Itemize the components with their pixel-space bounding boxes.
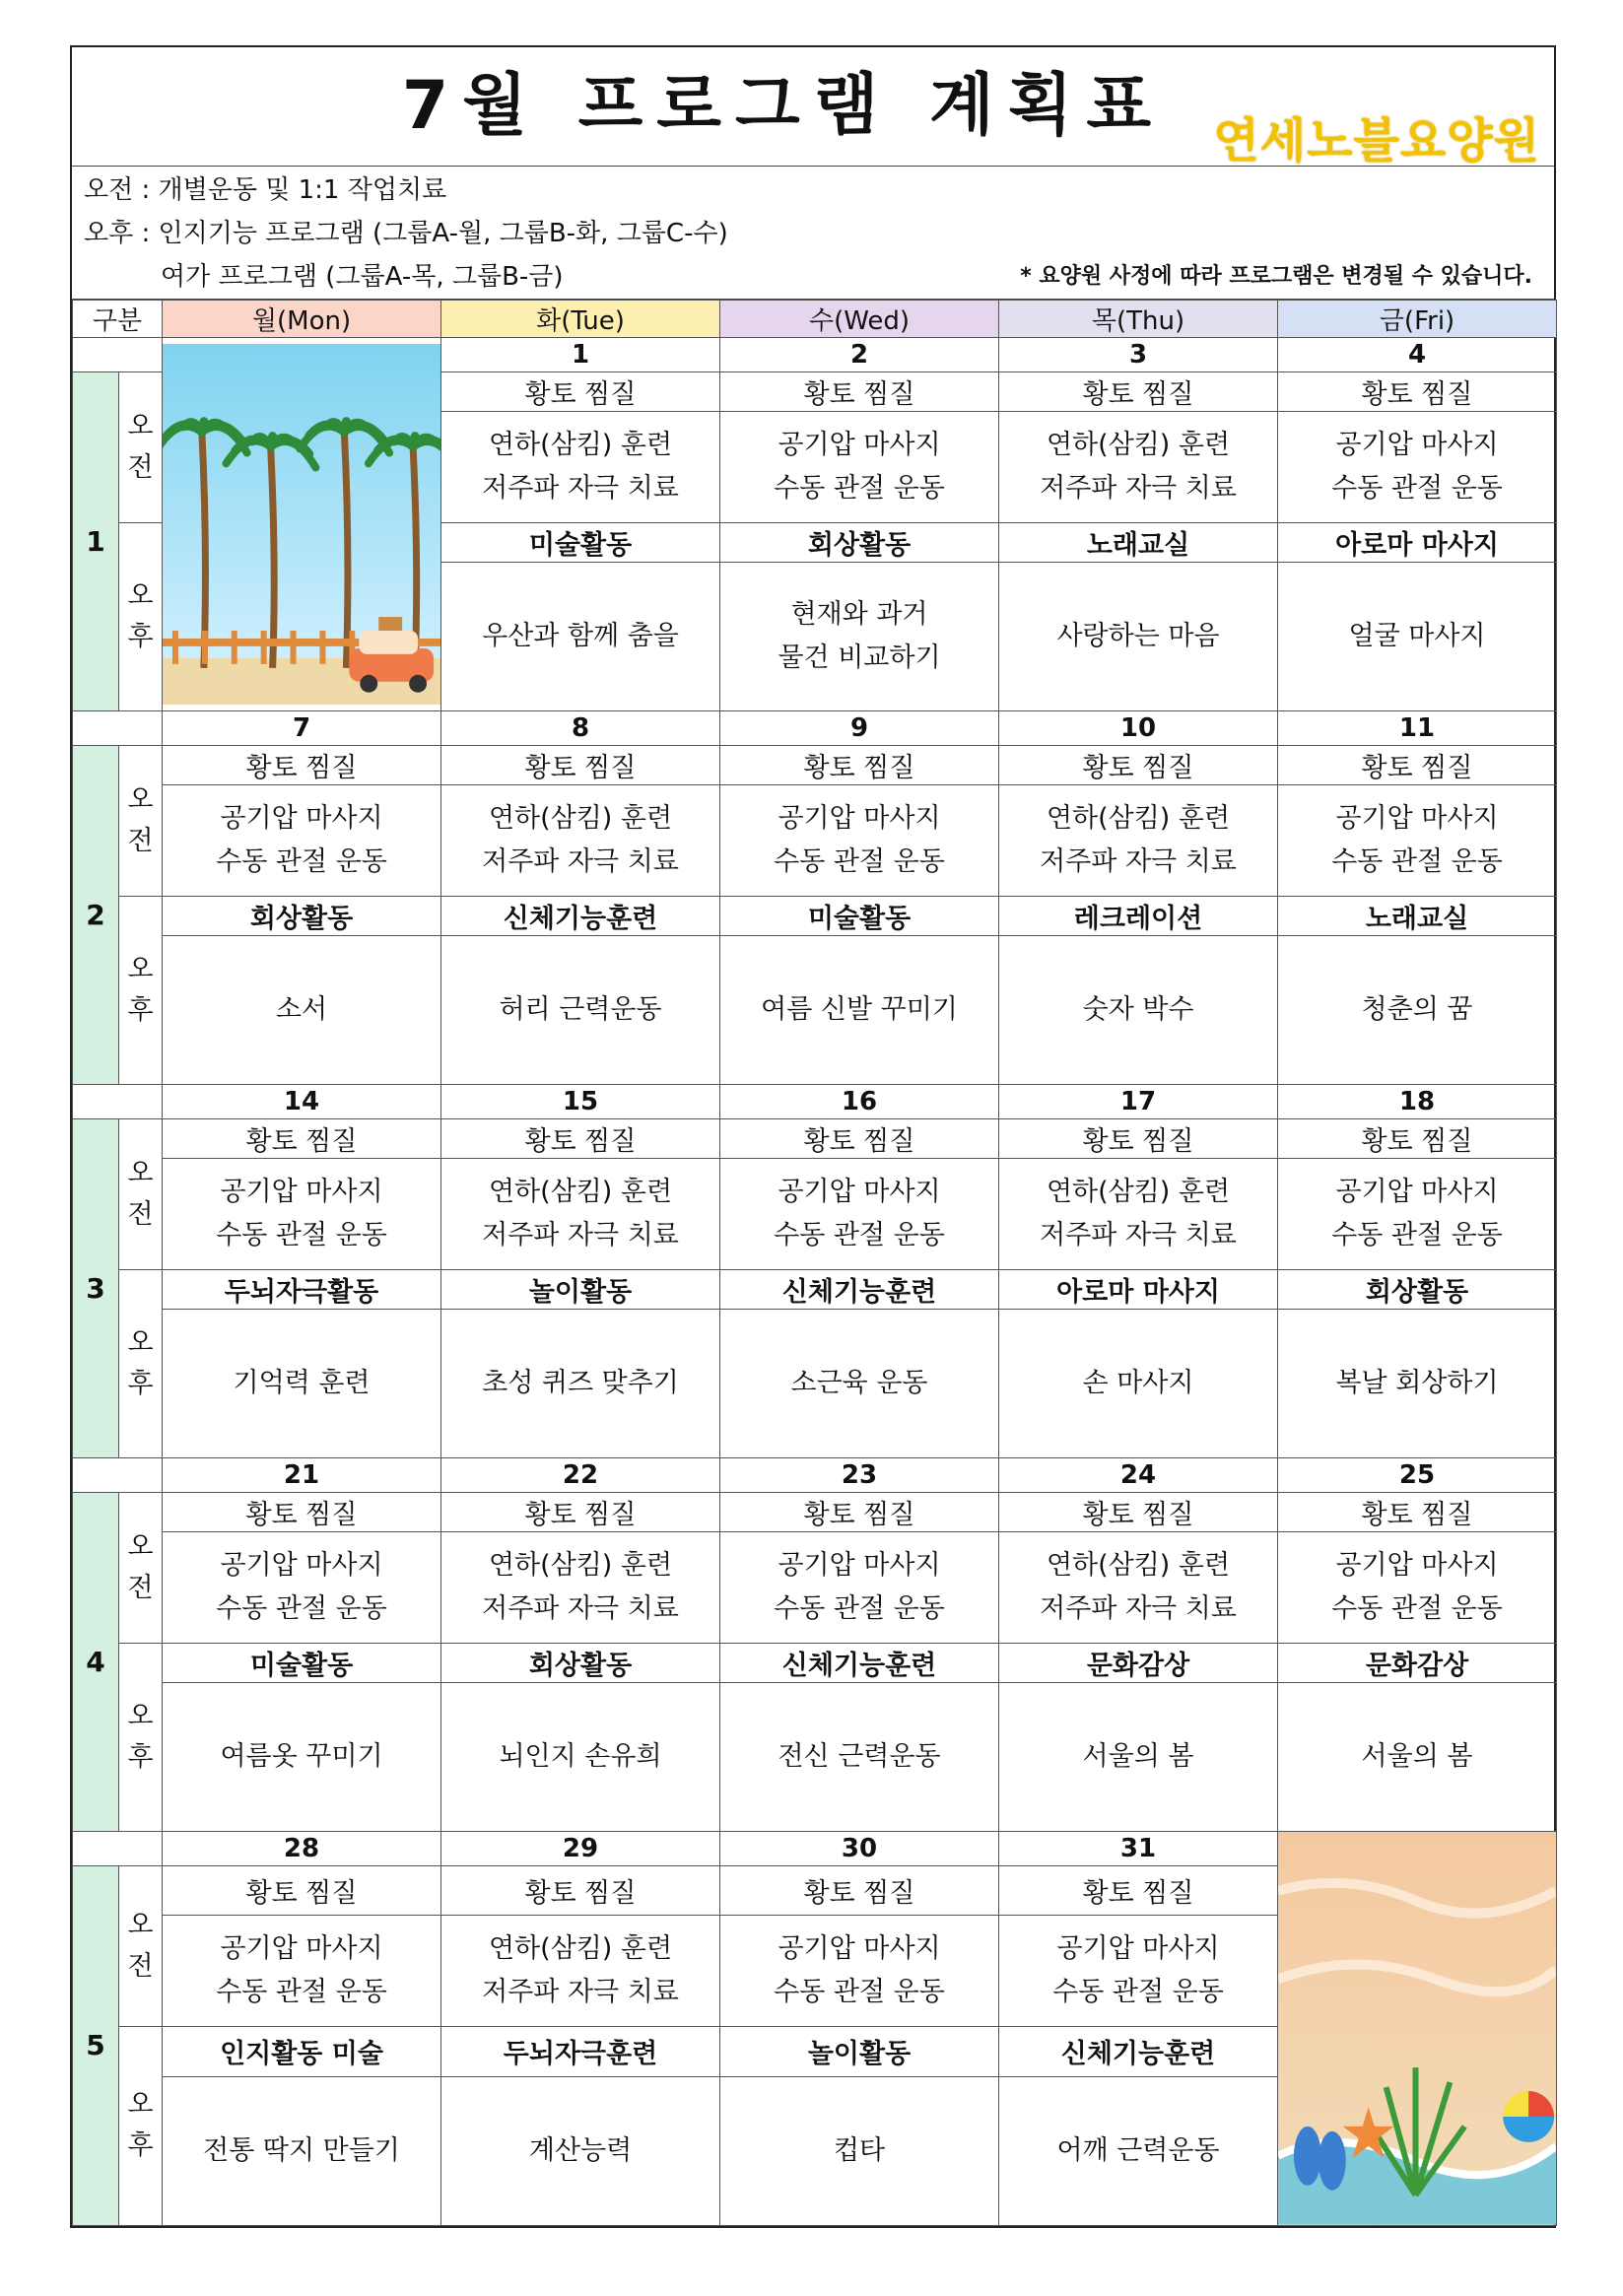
line-1: 공기압 마사지 [220, 1933, 383, 1965]
am-label [119, 1866, 163, 2027]
hwangto-cell: 황토 찜질 [441, 372, 720, 412]
line-1: 얼굴 마사지 [1348, 621, 1486, 651]
pm-program-title: 신체기능훈련 [999, 2027, 1278, 2076]
pm-program-detail [441, 936, 720, 1085]
pm-program-detail [720, 1683, 999, 1832]
line-2: 수동 관절 운동 [774, 473, 945, 504]
date-row-gutter [73, 1085, 163, 1119]
pm-label [119, 2027, 163, 2225]
am-activity-cell [720, 1159, 999, 1270]
line-1: 연하(삼킴) 훈련 [1046, 430, 1231, 460]
line-1: 계산능력 [528, 2134, 633, 2166]
date-row [73, 1832, 1557, 1866]
pm-label-text: 오 후 [127, 2089, 154, 2162]
line-2: 수동 관절 운동 [216, 1977, 387, 2008]
header-thu: 목(Thu) [999, 301, 1278, 338]
date-cell: 23 [720, 1458, 999, 1493]
line-2: 수동 관절 운동 [1052, 1977, 1224, 2008]
hwangto-cell: 황토 찜질 [999, 1866, 1278, 1916]
am-activity-cell [1278, 1159, 1557, 1270]
line-1: 공기압 마사지 [1335, 1177, 1499, 1207]
hwangto-cell: 황토 찜질 [441, 1866, 720, 1916]
header-mon: 월(Mon) [163, 301, 441, 338]
hwangto-cell: 황토 찜질 [163, 1119, 441, 1159]
line-1: 공기압 마사지 [778, 430, 941, 460]
pm-program-title: 회상활동 [1278, 1270, 1557, 1310]
am-row [73, 1159, 1557, 1270]
date-cell: 24 [999, 1458, 1278, 1493]
date-cell: 31 [999, 1832, 1278, 1866]
header-row [73, 301, 1557, 338]
pm-program-title: 아로마 마사지 [999, 1270, 1278, 1310]
am-label-text: 오 전 [127, 411, 154, 483]
date-cell: 1 [441, 338, 720, 372]
am-label [119, 372, 163, 523]
pm-program-title: 회상활동 [720, 523, 999, 563]
am-activity-cell [441, 785, 720, 897]
hwangto-cell: 황토 찜질 [720, 746, 999, 785]
info-line-leisure [72, 255, 1554, 299]
line-2: 수동 관절 운동 [1331, 846, 1503, 877]
pm-detail-row [73, 1683, 1557, 1832]
am-label [119, 1493, 163, 1644]
line-1: 연하(삼킴) 훈련 [488, 1933, 673, 1965]
line-1: 연하(삼킴) 훈련 [488, 1177, 673, 1207]
am-activity-cell [1278, 1532, 1557, 1644]
date-row [73, 711, 1557, 746]
line-2: 수동 관절 운동 [774, 1593, 945, 1624]
date-cell: 29 [441, 1832, 720, 1866]
date-cell: 17 [999, 1085, 1278, 1119]
line-2: 저주파 자극 치료 [482, 846, 679, 877]
hwangto-cell: 황토 찜질 [441, 1119, 720, 1159]
am-activity-cell [999, 785, 1278, 897]
hwangto-cell: 황토 찜질 [163, 1493, 441, 1532]
am-activity-cell [720, 785, 999, 897]
line-1: 전신 근력운동 [778, 1741, 941, 1772]
pm-program-detail [163, 2076, 441, 2225]
line-1: 공기압 마사지 [220, 1177, 383, 1207]
line-1: 소서 [275, 994, 328, 1025]
date-cell: 4 [1278, 338, 1557, 372]
line-2: 저주파 자극 치료 [482, 1220, 679, 1250]
line-1: 공기압 마사지 [1335, 1550, 1499, 1581]
date-cell: 14 [163, 1085, 441, 1119]
hwangto-cell: 황토 찜질 [999, 1493, 1278, 1532]
info-line-leisure-text: 여가 프로그램 (그룹A-목, 그룹B-금) [161, 262, 564, 292]
pm-label-text: 오 후 [127, 1701, 154, 1773]
line-1: 공기압 마사지 [778, 1177, 941, 1207]
line-1: 공기압 마사지 [1335, 430, 1499, 460]
am-activity-cell [720, 412, 999, 523]
pm-program-title: 두뇌자극훈련 [441, 2027, 720, 2076]
date-cell: 15 [441, 1085, 720, 1119]
line-1: 공기압 마사지 [778, 1933, 941, 1965]
line-1: 연하(삼킴) 훈련 [1046, 1550, 1231, 1581]
line-2: 수동 관절 운동 [774, 1220, 945, 1250]
am-activity-cell [163, 1159, 441, 1270]
pm-label [119, 523, 163, 711]
pm-program-detail [999, 563, 1278, 711]
am-activity-cell [999, 1532, 1278, 1644]
pm-detail-row [73, 1310, 1557, 1458]
am-activity-cell [999, 1159, 1278, 1270]
date-cell: 8 [441, 711, 720, 746]
pm-program-detail [720, 936, 999, 1085]
am-activity-cell [441, 1916, 720, 2027]
line-2: 수동 관절 운동 [774, 1977, 945, 2008]
pm-program-detail [1278, 936, 1557, 1085]
date-row-gutter [73, 1458, 163, 1493]
line-1: 공기압 마사지 [1335, 803, 1499, 834]
line-2: 수동 관절 운동 [774, 846, 945, 877]
header-tue: 화(Tue) [441, 301, 720, 338]
header-fri: 금(Fri) [1278, 301, 1557, 338]
line-1: 연하(삼킴) 훈련 [1046, 803, 1231, 834]
week-number: 1 [73, 372, 119, 711]
week-number: 5 [73, 1866, 119, 2226]
info-block [72, 167, 1554, 300]
line-1: 초성 퀴즈 맞추기 [482, 1368, 679, 1398]
date-cell: 25 [1278, 1458, 1557, 1493]
hwangto-cell: 황토 찜질 [1278, 746, 1557, 785]
am-label [119, 746, 163, 897]
pm-program-detail [1278, 563, 1557, 711]
brand-logo-text: 연세노블요양원 [1213, 113, 1540, 169]
pm-program-title: 두뇌자극활동 [163, 1270, 441, 1310]
line-1: 연하(삼킴) 훈련 [488, 1550, 673, 1581]
date-row [73, 338, 1557, 372]
pm-program-title: 아로마 마사지 [1278, 523, 1557, 563]
line-2: 저주파 자극 치료 [1040, 846, 1237, 877]
line-1: 우산과 함께 춤을 [482, 621, 679, 651]
am-activity-cell [441, 412, 720, 523]
line-1: 공기압 마사지 [778, 803, 941, 834]
hwangto-cell: 황토 찜질 [720, 1866, 999, 1916]
date-row [73, 1458, 1557, 1493]
line-1: 사랑하는 마음 [1056, 621, 1220, 651]
line-1: 공기압 마사지 [778, 1550, 941, 1581]
pm-program-detail [999, 2076, 1278, 2225]
pm-program-detail [163, 936, 441, 1085]
pm-detail-row [73, 936, 1557, 1085]
hwangto-cell: 황토 찜질 [720, 1119, 999, 1159]
date-row-gutter [73, 1832, 163, 1866]
date-cell: 7 [163, 711, 441, 746]
pm-program-detail [441, 1310, 720, 1458]
date-cell: 21 [163, 1458, 441, 1493]
pm-label [119, 897, 163, 1085]
date-cell: 11 [1278, 711, 1557, 746]
pm-program-detail [441, 2076, 720, 2225]
pm-program-detail [720, 1310, 999, 1458]
am-row [73, 1532, 1557, 1644]
info-line-pm: 오후 : 인지기능 프로그램 (그룹A-월, 그룹B-화, 그룹C-수) [84, 219, 728, 248]
schedule-table [72, 300, 1557, 2226]
line-2: 물건 비교하기 [778, 642, 941, 673]
page-title: 7월 프로그램 계획표 [401, 67, 1166, 145]
am-label-text: 오 전 [127, 1158, 154, 1230]
line-1: 복날 회상하기 [1335, 1368, 1499, 1398]
am-activity-cell [720, 1532, 999, 1644]
pm-program-detail [999, 1310, 1278, 1458]
pm-title-row [73, 897, 1557, 936]
pm-program-title: 신체기능훈련 [441, 897, 720, 936]
line-1: 전통 딱지 만들기 [203, 2134, 400, 2166]
line-1: 손 마사지 [1082, 1368, 1194, 1398]
week-number: 2 [73, 746, 119, 1085]
hwangto-cell: 황토 찜질 [163, 1866, 441, 1916]
line-2: 저주파 자극 치료 [482, 473, 679, 504]
line-1: 여름옷 꾸미기 [220, 1741, 383, 1772]
palm-beach-illustration [163, 338, 441, 711]
pm-program-title: 신체기능훈련 [720, 1644, 999, 1683]
line-1: 뇌인지 손유희 [499, 1741, 662, 1772]
pm-program-detail [163, 1683, 441, 1832]
week-number: 3 [73, 1119, 119, 1458]
am-activity-cell [999, 412, 1278, 523]
pm-program-detail [1278, 1310, 1557, 1458]
am-activity-cell [441, 1159, 720, 1270]
date-row [73, 1085, 1557, 1119]
sand-beach-svg [1278, 1832, 1556, 2225]
am-activity-cell [1278, 412, 1557, 523]
line-1: 연하(삼킴) 훈련 [488, 430, 673, 460]
line-1: 청춘의 꿈 [1361, 994, 1473, 1025]
pm-program-title: 미술활동 [163, 1644, 441, 1683]
date-row-gutter [73, 338, 163, 372]
pm-title-row [73, 1270, 1557, 1310]
hwangto-cell: 황토 찜질 [441, 746, 720, 785]
hwangto-cell: 황토 찜질 [1278, 372, 1557, 412]
pm-program-title: 문화감상 [999, 1644, 1278, 1683]
pm-label-text: 오 후 [127, 1327, 154, 1399]
line-1: 공기압 마사지 [1056, 1933, 1220, 1965]
am-activity-cell [999, 1916, 1278, 2027]
title-row [72, 47, 1554, 167]
pm-program-title: 노래교실 [1278, 897, 1557, 936]
pm-program-detail [163, 1310, 441, 1458]
am-activity-cell [163, 1532, 441, 1644]
line-1: 소근육 운동 [790, 1368, 928, 1398]
info-line-am: 오전 : 개별운동 및 1:1 작업치료 [84, 175, 447, 205]
line-1: 여름 신발 꾸미기 [761, 994, 958, 1025]
line-2: 수동 관절 운동 [216, 1593, 387, 1624]
change-notice: * 요양원 사정에 따라 프로그램은 변경될 수 있습니다. [1020, 264, 1532, 289]
hwangto-cell: 황토 찜질 [999, 746, 1278, 785]
hwangto-cell: 황토 찜질 [441, 1493, 720, 1532]
line-2: 저주파 자극 치료 [1040, 1220, 1237, 1250]
am-label-text: 오 전 [127, 784, 154, 856]
pm-program-detail [1278, 1683, 1557, 1832]
beach-ball-icon [1503, 2091, 1554, 2142]
hwangto-row [73, 1119, 1557, 1159]
sand-beach-illustration [1278, 1832, 1557, 2226]
line-1: 서울의 봄 [1361, 1741, 1473, 1772]
line-2: 수동 관절 운동 [1331, 1593, 1503, 1624]
line-2: 수동 관절 운동 [1331, 1220, 1503, 1250]
pm-program-title: 문화감상 [1278, 1644, 1557, 1683]
date-cell: 18 [1278, 1085, 1557, 1119]
hwangto-cell: 황토 찜질 [720, 1493, 999, 1532]
line-1: 연하(삼킴) 훈련 [488, 803, 673, 834]
week-number: 4 [73, 1493, 119, 1832]
date-cell: 9 [720, 711, 999, 746]
pm-label [119, 1270, 163, 1458]
pm-program-detail [720, 2076, 999, 2225]
hwangto-cell: 황토 찜질 [1278, 1493, 1557, 1532]
schedule-sheet [70, 45, 1556, 2228]
am-label [119, 1119, 163, 1270]
pm-program-detail [441, 563, 720, 711]
am-label-text: 오 전 [127, 1531, 154, 1603]
line-1: 공기압 마사지 [220, 803, 383, 834]
line-2: 저주파 자극 치료 [1040, 1593, 1237, 1624]
pm-program-detail [441, 1683, 720, 1832]
date-cell: 28 [163, 1832, 441, 1866]
pm-program-title: 미술활동 [720, 897, 999, 936]
am-row [73, 785, 1557, 897]
hwangto-cell: 황토 찜질 [163, 746, 441, 785]
header-gubun: 구분 [73, 301, 163, 338]
am-activity-cell [1278, 785, 1557, 897]
pm-program-title: 회상활동 [163, 897, 441, 936]
hwangto-cell: 황토 찜질 [720, 372, 999, 412]
pm-program-title: 신체기능훈련 [720, 1270, 999, 1310]
hwangto-cell: 황토 찜질 [999, 372, 1278, 412]
line-1: 어깨 근력운동 [1056, 2134, 1220, 2166]
pm-program-title: 놀이활동 [720, 2027, 999, 2076]
line-1: 연하(삼킴) 훈련 [1046, 1177, 1231, 1207]
date-cell: 10 [999, 711, 1278, 746]
line-1: 현재와 과거 [790, 599, 928, 630]
header-wed: 수(Wed) [720, 301, 999, 338]
am-label-text: 오 전 [127, 1910, 154, 1983]
pm-label [119, 1644, 163, 1832]
line-2: 수동 관절 운동 [1331, 473, 1503, 504]
line-1: 공기압 마사지 [220, 1550, 383, 1581]
hwangto-cell: 황토 찜질 [999, 1119, 1278, 1159]
am-activity-cell [163, 1916, 441, 2027]
pm-program-detail [999, 936, 1278, 1085]
line-2: 저주파 자극 치료 [482, 1593, 679, 1624]
line-1: 서울의 봄 [1082, 1741, 1194, 1772]
pm-program-title: 인지활동 미술 [163, 2027, 441, 2076]
hwangto-row [73, 746, 1557, 785]
line-2: 수동 관절 운동 [216, 846, 387, 877]
line-2: 저주파 자극 치료 [482, 1977, 679, 2008]
line-2: 저주파 자극 치료 [1040, 473, 1237, 504]
line-1: 컵타 [833, 2134, 886, 2166]
date-cell: 16 [720, 1085, 999, 1119]
pm-program-title: 회상활동 [441, 1644, 720, 1683]
pm-program-title: 노래교실 [999, 523, 1278, 563]
date-cell: 3 [999, 338, 1278, 372]
line-1: 숫자 박수 [1082, 994, 1194, 1025]
pm-program-title: 레크레이션 [999, 897, 1278, 936]
line-1: 허리 근력운동 [499, 994, 662, 1025]
date-cell: 30 [720, 1832, 999, 1866]
date-cell: 22 [441, 1458, 720, 1493]
am-activity-cell [720, 1916, 999, 2027]
date-cell: 2 [720, 338, 999, 372]
pm-program-detail [720, 563, 999, 711]
pm-program-title: 놀이활동 [441, 1270, 720, 1310]
pm-program-title: 미술활동 [441, 523, 720, 563]
pm-title-row [73, 1644, 1557, 1683]
pm-label-text: 오 후 [127, 954, 154, 1026]
am-activity-cell [163, 785, 441, 897]
pm-label-text: 오 후 [127, 580, 154, 652]
am-activity-cell [441, 1532, 720, 1644]
date-row-gutter [73, 711, 163, 746]
hwangto-cell: 황토 찜질 [1278, 1119, 1557, 1159]
line-2: 수동 관절 운동 [216, 1220, 387, 1250]
pm-program-detail [999, 1683, 1278, 1832]
line-1: 기억력 훈련 [233, 1368, 371, 1398]
hwangto-row [73, 1493, 1557, 1532]
palm-beach-svg [163, 344, 440, 706]
